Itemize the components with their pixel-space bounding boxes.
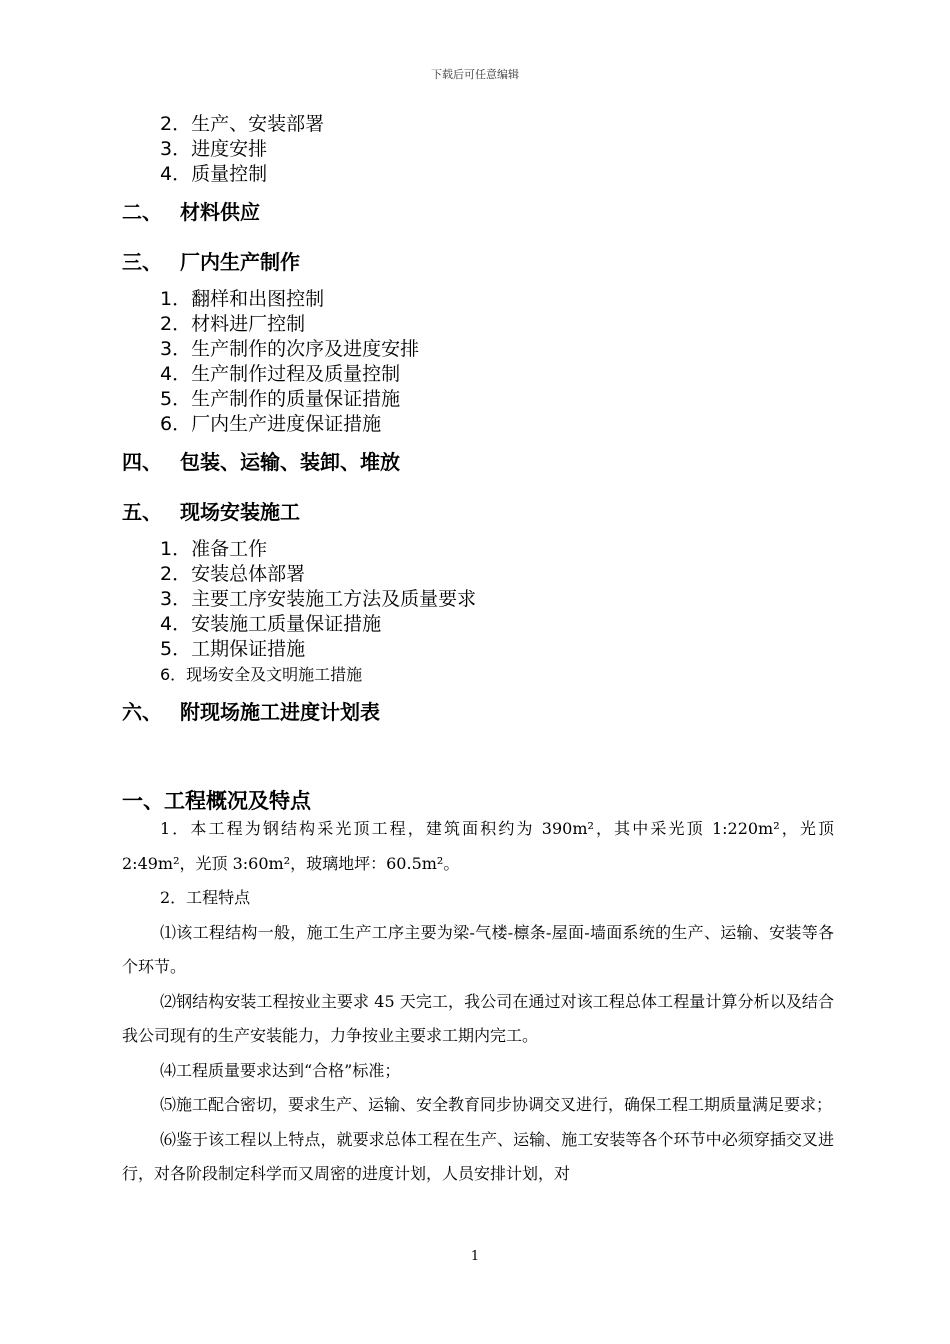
toc-item: 6．现场安全及文明施工措施 bbox=[160, 665, 363, 684]
paragraph: ⑷工程质量要求达到“合格”标准； bbox=[160, 1060, 401, 1080]
paragraph: 2．工程特点 bbox=[160, 888, 251, 907]
toc-item: 1．翻样和出图控制 bbox=[160, 288, 325, 310]
page-header: 下载后可任意编辑 bbox=[431, 68, 519, 81]
toc-section-number: 二、 bbox=[122, 200, 162, 224]
toc-section bbox=[122, 699, 842, 725]
toc-item: 5．工期保证措施 bbox=[160, 638, 306, 660]
paragraph: ⑵钢结构安装工程按业主要求 45 天完工，我公司在通过对该工程总体工程量计算分析以及结合我公司现有的生产安装能力，力争按业主要求工期内完工。 bbox=[122, 991, 834, 1045]
toc-item: 4．生产制作过程及质量控制 bbox=[160, 363, 401, 385]
toc-item: 2．生产、安装部署 bbox=[160, 113, 325, 135]
section-heading: 一、工程概况及特点 bbox=[122, 789, 311, 813]
toc-item: 6．厂内生产进度保证措施 bbox=[160, 413, 382, 435]
toc-item: 4．安装施工质量保证措施 bbox=[160, 613, 382, 635]
toc-item: 2．材料进厂控制 bbox=[160, 313, 306, 335]
toc-item: 3．进度安排 bbox=[160, 138, 268, 160]
document-body bbox=[122, 812, 834, 1192]
toc-section bbox=[122, 199, 842, 225]
toc-item: 1．准备工作 bbox=[160, 538, 268, 560]
paragraph: 1．本工程为钢结构采光顶工程，建筑面积约为 390m²，其中采光顶 1:220m²，光顶 2:49m²，光顶 3:60m²，玻璃地坪：60.5m²。 bbox=[122, 819, 834, 873]
toc-section-title: 附现场施工进度计划表 bbox=[180, 700, 380, 724]
toc-item: 4．质量控制 bbox=[160, 163, 268, 185]
toc-item: 5．生产制作的质量保证措施 bbox=[160, 388, 401, 410]
toc-section-number: 三、 bbox=[122, 250, 162, 274]
toc-section-number: 五、 bbox=[122, 500, 162, 524]
toc-item: 3．生产制作的次序及进度安排 bbox=[160, 338, 420, 360]
table-of-contents bbox=[122, 112, 842, 725]
paragraph: ⑴该工程结构一般，施工生产工序主要为梁-气楼-檩条-屋面-墙面系统的生产、运输、安装等各个环节。 bbox=[122, 922, 834, 976]
toc-section-title: 现场安装施工 bbox=[180, 500, 300, 524]
page-number: 1 bbox=[470, 1249, 480, 1264]
paragraph: ⑹鉴于该工程以上特点，就要求总体工程在生产、运输、施工安装等各个环节中必须穿插交叉进行，对各阶段制定科学而又周密的进度计划，人员安排计划，对 bbox=[122, 1129, 834, 1183]
toc-section bbox=[122, 499, 842, 525]
toc-section-title: 包装、运输、装卸、堆放 bbox=[180, 450, 400, 474]
toc-section bbox=[122, 449, 842, 475]
paragraph: ⑸施工配合密切，要求生产、运输、安全教育同步协调交叉进行，确保工程工期质量满足要求； bbox=[160, 1095, 833, 1114]
toc-item: 3．主要工序安装施工方法及质量要求 bbox=[160, 588, 477, 610]
toc-section-number: 六、 bbox=[122, 700, 162, 724]
toc-item: 2．安装总体部署 bbox=[160, 563, 306, 585]
toc-section-title: 材料供应 bbox=[180, 200, 260, 224]
toc-section-title: 厂内生产制作 bbox=[180, 250, 300, 274]
toc-section bbox=[122, 249, 842, 275]
toc-section-number: 四、 bbox=[122, 450, 162, 474]
